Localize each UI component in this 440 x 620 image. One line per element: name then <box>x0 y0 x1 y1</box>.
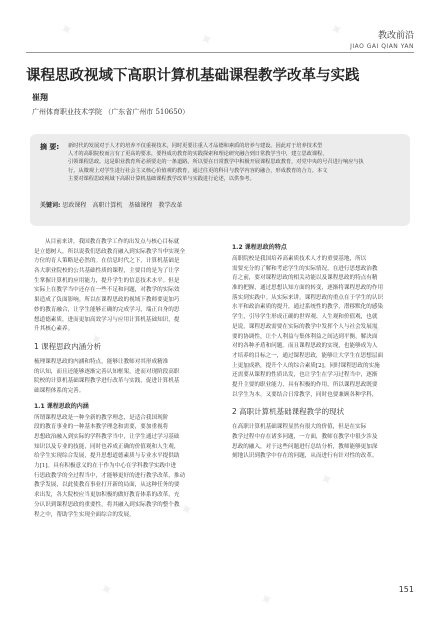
section-heading-1: 1 课程思政内涵分析 <box>34 341 102 351</box>
text-line: 水平和政治素质的提升，通过系统性的教学，潜移默化的感染 <box>232 304 384 311</box>
text-line: 准的把握，通过思想认知方面的转变，逐渐将课程思政的作用 <box>232 285 384 292</box>
text-line: 础课程体系的完善。 <box>34 387 85 394</box>
text-line: 从目前来讲，我国教育教学工作的出发点与核心目标就 <box>45 239 180 245</box>
text-line: 对的各种矛盾和问题。而且课程思政的实现，也能够成为人 <box>232 343 378 350</box>
column-name-en: JIAO GAI QIAN YAN <box>350 43 414 50</box>
watermark-mark: ✦ <box>237 358 257 381</box>
left-column <box>34 238 218 520</box>
text-line: 需要充分的了解和考虑学生的实际情况，在进行思想政治教 <box>232 265 378 272</box>
abstract-text <box>68 142 402 183</box>
text-line: 教学过程中存在诸多问题，一方面，教师在教学中很少涉及 <box>232 434 378 440</box>
text-line: 思想政治融入到实际的学科教学当中，让学生通过学习基础 <box>34 434 180 440</box>
text-line: 程之中，帮助学生实现全面综合的发展。 <box>34 511 135 518</box>
header-divider <box>26 52 414 53</box>
section-1-paragraph <box>34 358 218 397</box>
abstract-line: 主要对课程思政视域下高职计算机基础课程教学改革与实践进行论述，以供参考。 <box>68 175 255 182</box>
keywords <box>40 200 182 209</box>
text-line: 以学生为本，又要结合日常教学，同时也要兼顾各种学科， <box>232 391 378 398</box>
watermark-mark: ✦ <box>37 468 57 491</box>
text-line: 思政的融入，对于这些问题进行总结分析，教师能够更加深 <box>232 443 378 450</box>
keywords-label: 关键词: <box>40 202 61 209</box>
text-line: 刻地认识到教学中存在的问题，从而进行有针对性的改革。 <box>232 453 378 460</box>
text-line: 还需要从课程的性质出发，也让学生在学习过程当中，逐渐 <box>232 372 378 379</box>
column-name-cn: 教改前沿 <box>377 31 414 41</box>
text-line: 在高职计算机基础课程显然有很大的价值，但是在实际 <box>232 424 367 431</box>
watermark-mark: ✦ <box>87 328 107 351</box>
text-line: 知识以及专业的技能，同时也养成正确的价值观和人生观， <box>34 443 180 450</box>
text-line: 行思政教学的全过程当中，才能够更好的进行教学改革，推动 <box>34 472 186 479</box>
text-line: 的认知，而且还能够逐渐完善认知框架，进而对现阶段高职 <box>34 368 180 375</box>
text-line: 是立德树人，所以说我们思政教育融入到实际教学当中实现全 <box>34 248 186 255</box>
text-line: 上更加成熟，提升个人的综合素质[2]。同时课程思政的实施 <box>232 362 380 369</box>
text-line: 落实到实践中。从实际来讲，课程思政的重点在于学生的认识 <box>232 294 384 301</box>
section-heading-2: 2 高职计算机基础课程教学的现状 <box>232 407 345 417</box>
abstract-box <box>30 134 410 226</box>
text-line: 院校的计算机基础课程教学进行改革与实践，促进计算机基 <box>34 378 180 385</box>
text-line: 升其核心素养。 <box>34 326 74 333</box>
intro-paragraph <box>34 238 218 335</box>
subsection-heading-1-2: 1.2 课程思政的特点 <box>232 244 287 251</box>
keywords-value: 思政课程 高职计算机 基础课程 教学改革 <box>62 202 183 209</box>
watermark-mark: ✦ <box>327 18 347 41</box>
text-line: 学生，引导学生形成正确的世界观、人生观和价值观，也就 <box>232 314 378 321</box>
watermark-mark: ✦ <box>367 318 387 341</box>
text-line: 才培养的目标之一，通过课程思政，能够让大学生在思想层面 <box>232 352 384 359</box>
subsection-1-2-paragraph <box>232 255 416 400</box>
journal-header <box>350 28 414 50</box>
text-line: 力[1]。具有积极意义的在于作为中心在学科教学实践中进 <box>34 463 177 470</box>
text-line: 所谓课程思政是一种全新的教学理念，是适合我国现阶 <box>34 414 169 421</box>
text-line: 是说，课程思政需要在实际的教学中发挥个人与社会发展需 <box>232 323 378 330</box>
article-author: 崔翔 <box>32 93 48 102</box>
text-line: 提升主要的职业能力，具有积极的作用，所以课程思政既要 <box>232 381 378 388</box>
text-line: 实际上在教学当中还存在一些不足和问题，对教学的实际效 <box>34 287 180 294</box>
text-line: 段的教育事业的一种基本教学理念和需要，要加重视将 <box>34 424 169 431</box>
text-line: 妙的教育融合，让学生能够正确的完成学习，端正自身的思 <box>34 306 180 313</box>
text-line: 分认识到课程思政的重要性，将其融入到实际教学的整个教 <box>34 501 180 508</box>
text-line: 方位的育人策略是必然的。在信息时代之下，计算机基础是 <box>34 258 180 265</box>
abstract-line: 行，从微观上对学生进行社会主义核心价值观的教育，通过往更的科目与教学内容的融合，形成教育的合力。本文 <box>68 167 328 174</box>
text-line: 育之前，要对课程思政的相关功能以及课程思政的特点有精 <box>232 275 378 282</box>
abstract-line: 引领课程思政。这是职业教育所必须要走的一条道路。所以要在日常教学中积极开展课程思政教育，对党中央的号召进行响应与执 <box>68 159 364 166</box>
text-line: 求出发，各大院校应当更加积极的做好教育体系的改革，充 <box>34 492 180 499</box>
watermark-mark: ✦ <box>57 18 77 41</box>
watermark-mark: ✦ <box>157 238 177 261</box>
subsection-heading-1-1: 1.1 课程思政的内涵 <box>34 402 89 410</box>
subsection-1-1-paragraph <box>34 414 218 521</box>
author-affiliation: 广州体育职业技术学院 （广东省广州市 510650） <box>32 108 190 116</box>
text-line: 想道德素质，进而更加高效学习与应用计算机基础知识，提 <box>34 316 180 323</box>
watermark-mark: ✦ <box>97 578 117 601</box>
text-line: 给学生实现综合发展，提升思想道德素质与专业水平提供助 <box>34 453 180 460</box>
watermark-mark: ✦ <box>177 498 197 521</box>
text-line: 教学发展，以此使教育事业打开新的局面，从这种任务的要 <box>34 482 180 489</box>
text-line: 梳理课程思政的内涵和特点，能够让教师对其形成精准 <box>34 358 169 365</box>
abstract-line: 新时代的发展对于人才的培养不仅重视技术，同时更要注重人才品德和素质的培养与建设。因此对于培养技术型 <box>68 143 323 149</box>
abstract-line: 人才的高职院校而言有了更高的要求，要得成功教育的实践探索和理论研究融合到日常教学当中，建立思政课程， <box>68 151 328 158</box>
right-column <box>232 238 416 462</box>
article-title: 课程思政视域下高职计算机基础课程教学改革与实践 <box>26 68 360 84</box>
section-2-paragraph <box>232 423 416 462</box>
watermark-mark: ✦ <box>197 28 217 51</box>
page-number: 151 <box>398 585 414 594</box>
text-line: 生掌握计算机的应用能力，提升学生的信息技术水平。但是 <box>34 277 180 284</box>
text-line: 要的协调性，让个人利益与集体利益之间达到平衡，解决面 <box>232 333 378 340</box>
text-line: 高职院校是我国培养高素质技术人才的重要基地，所以 <box>232 256 367 262</box>
watermark-mark: ✦ <box>257 588 277 611</box>
watermark-mark: ✦ <box>317 468 337 491</box>
text-line: 果造成了负面影响。所以在课程思政的视域下教师要更加巧 <box>34 297 180 304</box>
abstract-label: 摘 要: <box>40 143 60 151</box>
text-line: 各大职业院校的公共基础性质的课程，主要目的是为了让学 <box>34 268 180 275</box>
